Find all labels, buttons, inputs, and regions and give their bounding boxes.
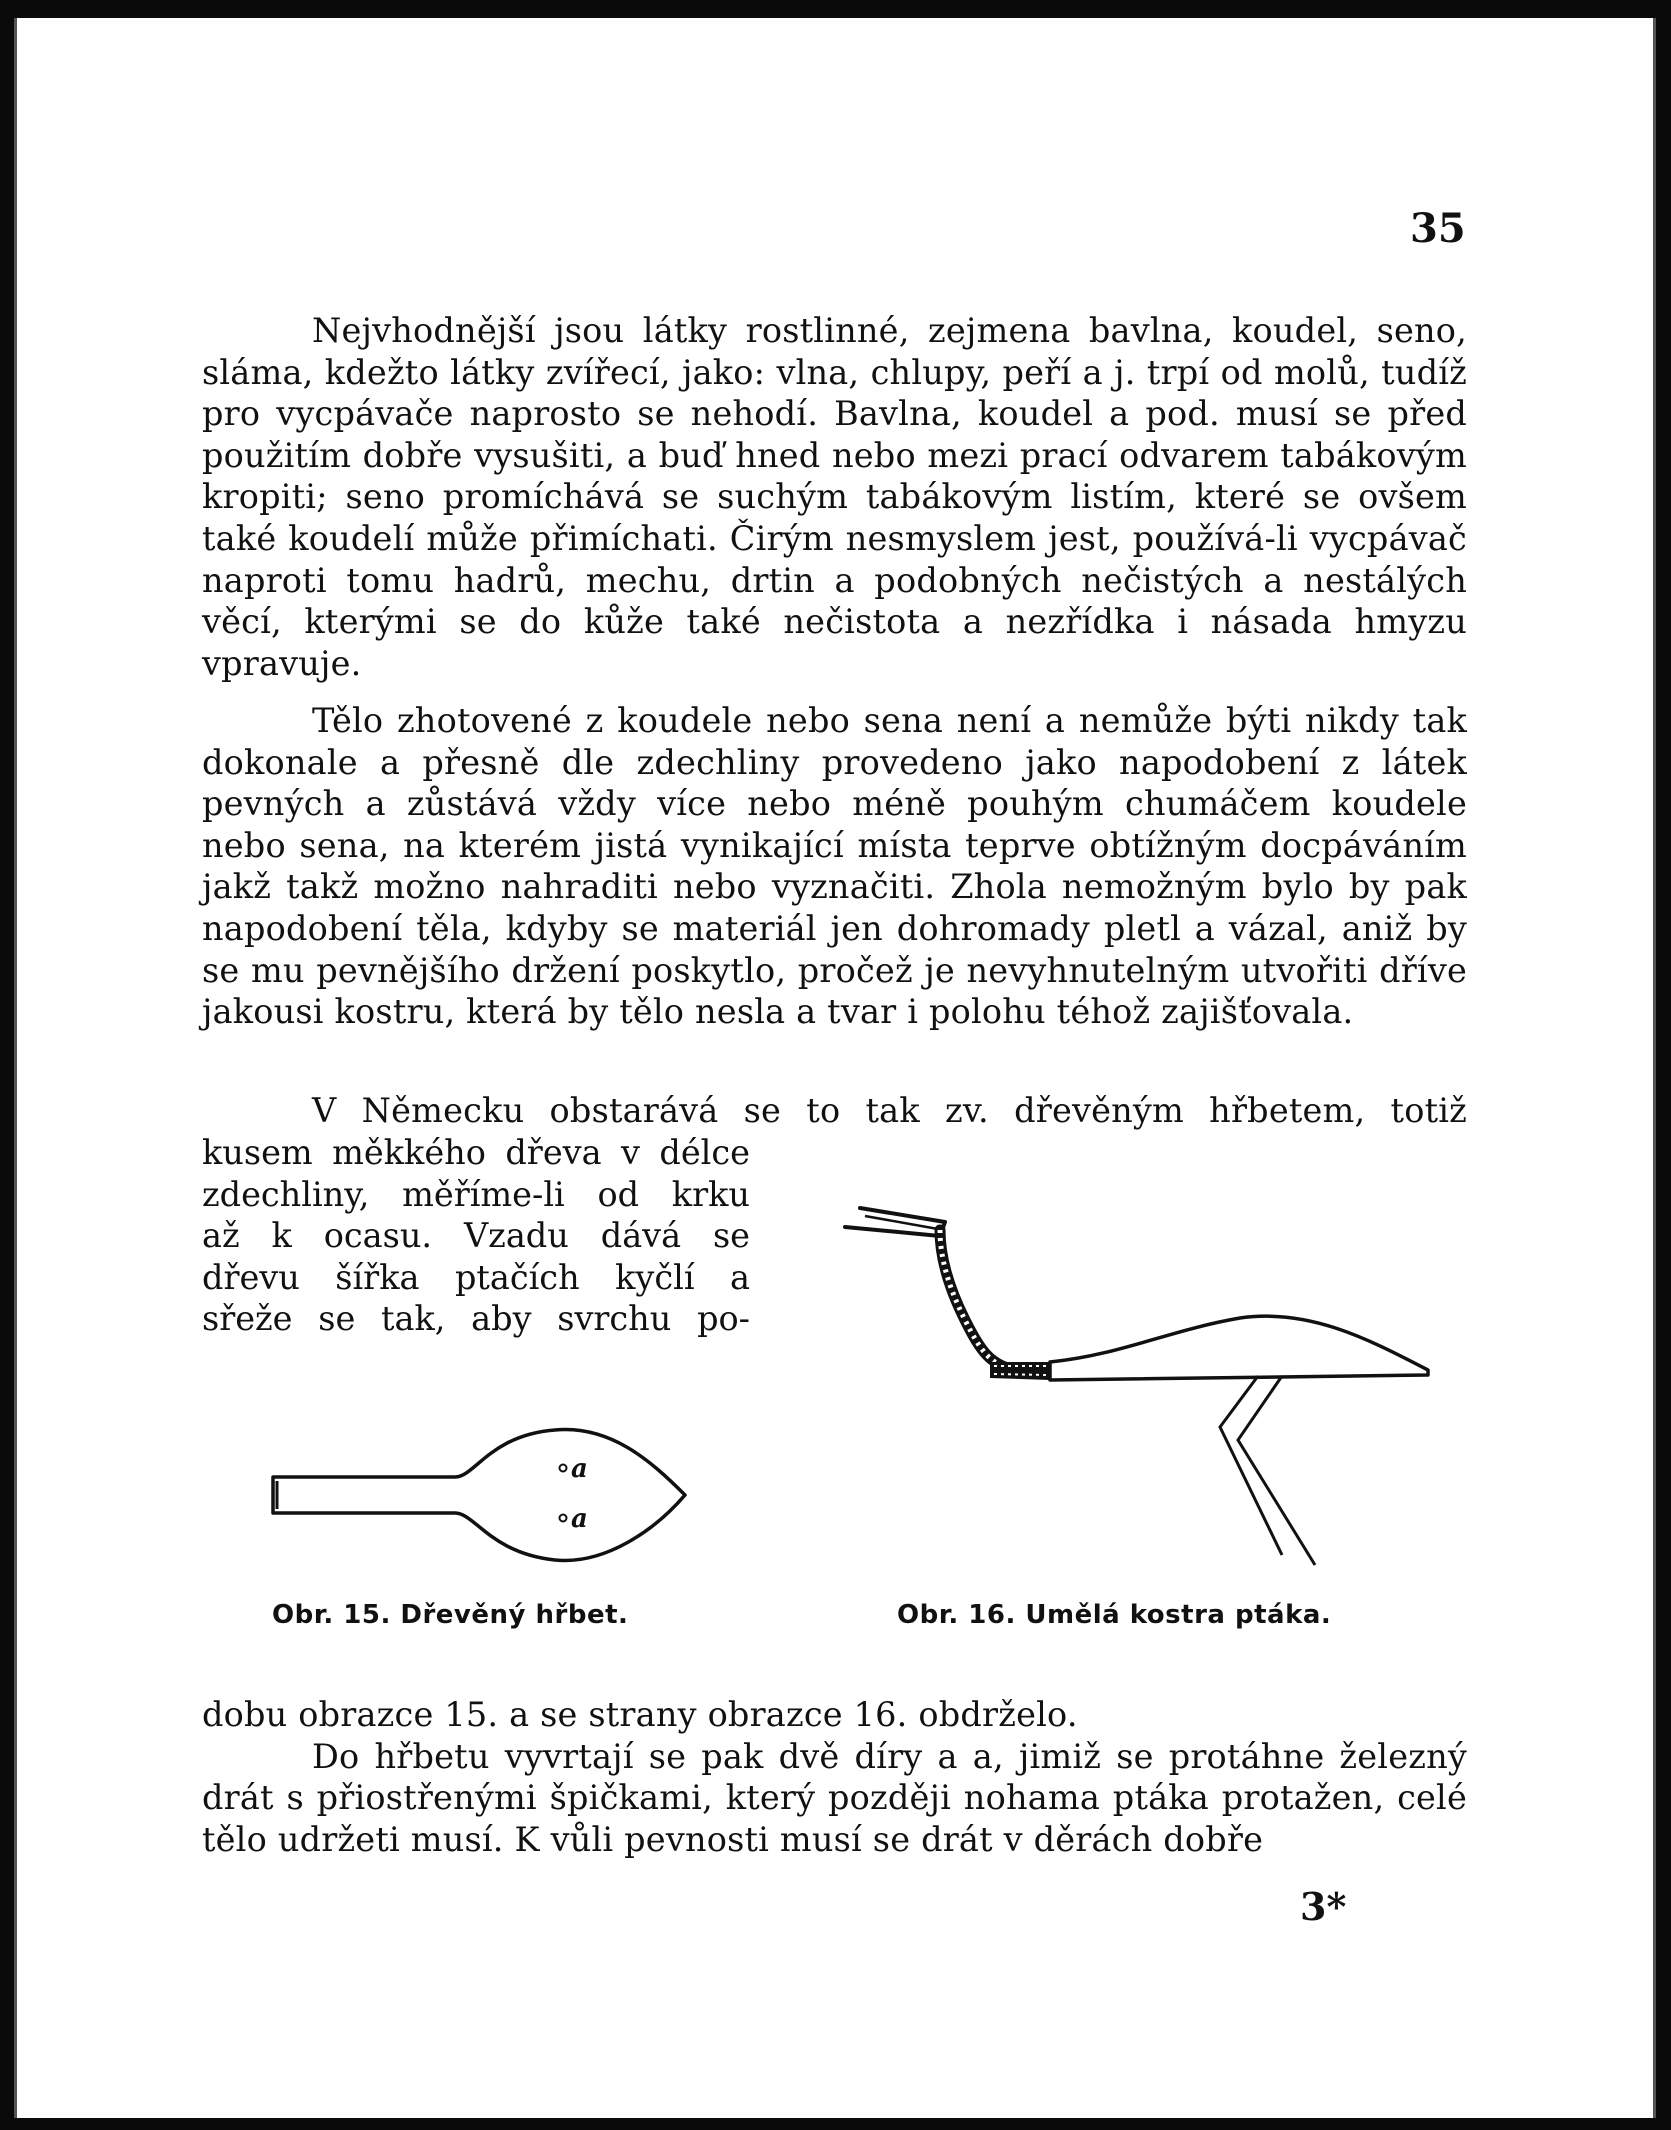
paragraph-3-continued: dobu obrazce 15. a se strany obrazce 16. obdrželo. bbox=[202, 1695, 1078, 1734]
paragraph-3-line: až k ocasu. Vzadu dává se bbox=[202, 1216, 750, 1256]
paragraph-3-line: sřeže se tak, aby svrchu po- bbox=[202, 1299, 750, 1339]
paragraph-2: Tělo zhotovené z koudele nebo sena není a nemůže býti nikdy tak dokonale a přesně dle zdechliny provedeno jako napodobení z látek pevných a zůstává vždy více nebo méně pouhým chumáčem koudele nebo sena, na kterém jistá vynikající místa teprve obtížným docpáváním jakž takž možno nahraditi nebo vyznačiti. Zhola nemožným bylo by pak napodobení těla, kdyby se materiál jen dohromady pletl a vázal, aniž by se mu pevnějšího držení poskytlo, pročež je nevyhnutelným utvořiti dříve jakousi kostru, která by tělo nesla a tvar i polohu téhož zajišťovala. bbox=[202, 701, 1467, 1032]
paragraph-1: Nejvhodnější jsou látky rostlinné, zejmena bavlna, koudel, seno, sláma, kdežto látky zvířecí, jako: vlna, chlupy, peří a j. trpí od molů, tudíž pro vycpávače naprosto se nehodí. Bavlna, koudel a pod. musí se před použitím dobře vysušiti, a buď hned nebo mezi prací odvarem tabákovým kropiti; seno promíchává se suchým tabákovým listím, které se ovšem také koudelí může přimíchati. Čirým nesmyslem jest, používá-li vycpávač naproti tomu hadrů, mechu, drtin a podobných nečistých a nestálých věcí, kterými se do kůže také nečistota a nezřídka i násada hmyzu vpravuje. bbox=[202, 311, 1467, 683]
figure-15-caption: Obr. 15. Dřevěný hřbet. bbox=[272, 1600, 629, 1630]
text-block-3-head bbox=[202, 1090, 1467, 1132]
paragraph-3-line: kusem měkkého dřeva v délce bbox=[202, 1133, 750, 1172]
paragraph-4: Do hřbetu vyvrtají se pak dvě díry a a, jimiž se protáhne železný drát s přiostřenými špičkami, který později nohama ptáka protažen, celé tělo udržeti musí. K vůli pevnosti musí se drát v děrách dobře bbox=[202, 1736, 1467, 1859]
figure-16-bird-skeleton bbox=[840, 1200, 1440, 1580]
paragraph-3-line: zdechliny, měříme-li od krku bbox=[202, 1174, 750, 1214]
text-block-2 bbox=[202, 700, 1467, 1033]
paragraph-3-first-line: V Německu obstarává se to tak zv. dřevěným hřbetem, totiž bbox=[312, 1091, 1467, 1130]
paragraph-3-line: dřevu šířka ptačích kyčlí a bbox=[202, 1257, 750, 1297]
hole-label-bottom: a bbox=[571, 1504, 588, 1534]
hole-label-top: a bbox=[571, 1454, 588, 1484]
text-block-4 bbox=[202, 1694, 1467, 1860]
figure-16-caption: Obr. 16. Umělá kostra ptáka. bbox=[897, 1600, 1332, 1630]
signature-mark: 3* bbox=[1300, 1884, 1347, 1929]
text-block-3-narrow bbox=[202, 1132, 750, 1340]
figure-15-wooden-back bbox=[265, 1425, 695, 1575]
page-number: 35 bbox=[1410, 205, 1466, 252]
text-block-1 bbox=[202, 310, 1467, 684]
